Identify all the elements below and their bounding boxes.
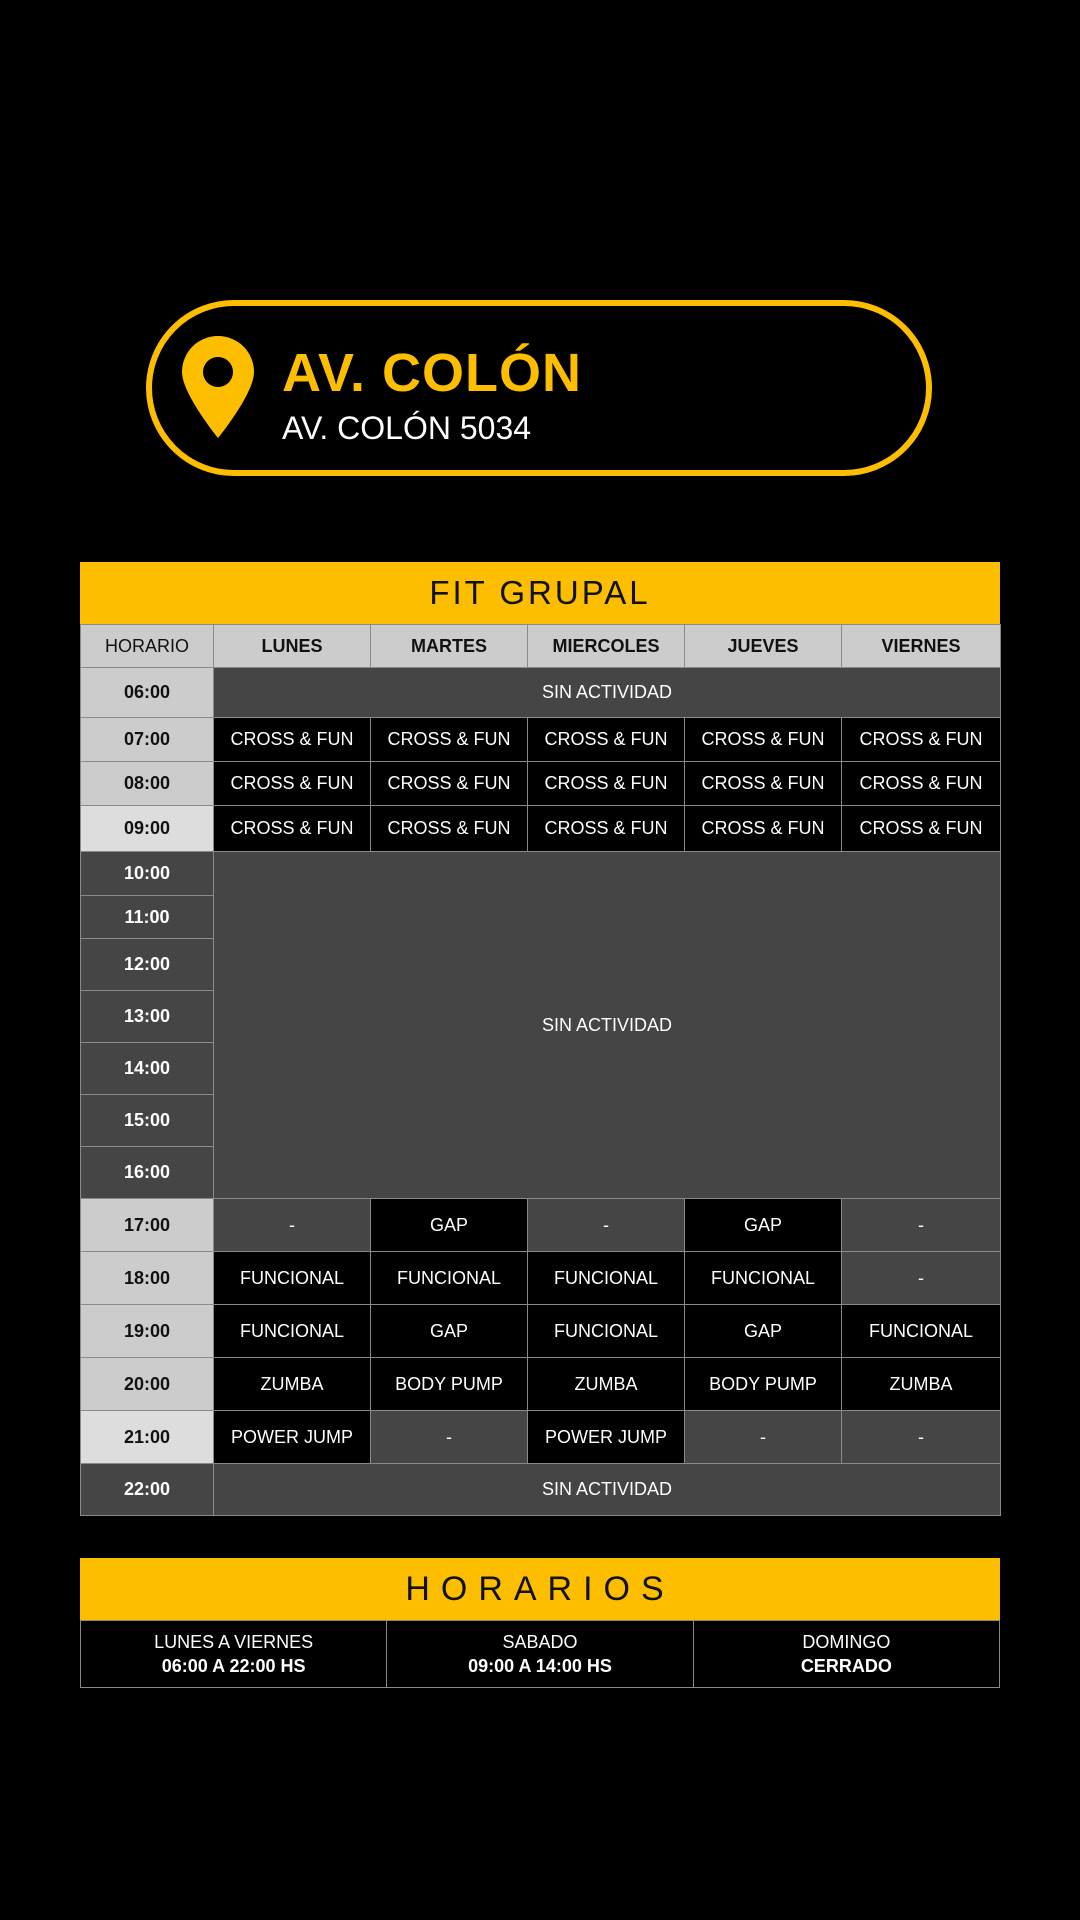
- time-cell: 11:00: [81, 896, 214, 939]
- class-schedule: [80, 562, 1000, 1516]
- class-cell: CROSS & FUN: [371, 718, 528, 762]
- class-cell: FUNCIONAL: [214, 1252, 371, 1305]
- class-cell: -: [371, 1411, 528, 1464]
- time-cell: 12:00: [81, 939, 214, 991]
- hours-days: DOMINGO: [802, 1631, 891, 1652]
- header-jueves: JUEVES: [685, 625, 842, 668]
- class-cell: -: [685, 1411, 842, 1464]
- no-activity-cell: SIN ACTIVIDAD: [214, 852, 1001, 1199]
- location-card: [146, 300, 932, 476]
- class-cell: ZUMBA: [528, 1358, 685, 1411]
- class-cell: BODY PUMP: [685, 1358, 842, 1411]
- class-cell: POWER JUMP: [214, 1411, 371, 1464]
- class-cell: FUNCIONAL: [371, 1252, 528, 1305]
- class-cell: POWER JUMP: [528, 1411, 685, 1464]
- map-pin-icon: [182, 336, 254, 438]
- class-cell: CROSS & FUN: [371, 762, 528, 806]
- location-address: AV. COLÓN 5034: [282, 410, 532, 446]
- class-cell: -: [528, 1199, 685, 1252]
- schedule-title: FIT GRUPAL: [80, 562, 1000, 624]
- time-cell: 10:00: [81, 852, 214, 896]
- class-cell: CROSS & FUN: [214, 718, 371, 762]
- class-cell: FUNCIONAL: [528, 1252, 685, 1305]
- no-activity-cell: SIN ACTIVIDAD: [214, 1464, 1001, 1516]
- class-cell: CROSS & FUN: [528, 762, 685, 806]
- header-lunes: LUNES: [214, 625, 371, 668]
- class-cell: -: [842, 1411, 1001, 1464]
- time-cell: 22:00: [81, 1464, 214, 1516]
- class-cell: GAP: [685, 1199, 842, 1252]
- time-cell: 13:00: [81, 991, 214, 1043]
- no-activity-cell: SIN ACTIVIDAD: [214, 668, 1001, 718]
- class-cell: GAP: [371, 1305, 528, 1358]
- table-row: [81, 1411, 1001, 1464]
- class-cell: FUNCIONAL: [214, 1305, 371, 1358]
- schedule-header-row: [81, 625, 1001, 668]
- hours-title: HORARIOS: [80, 1558, 1000, 1620]
- class-cell: CROSS & FUN: [842, 806, 1001, 852]
- hours-table: [80, 1620, 1000, 1688]
- class-cell: CROSS & FUN: [842, 718, 1001, 762]
- table-row: [81, 1464, 1001, 1516]
- class-cell: CROSS & FUN: [685, 806, 842, 852]
- class-cell: GAP: [685, 1305, 842, 1358]
- class-cell: FUNCIONAL: [685, 1252, 842, 1305]
- time-cell: 21:00: [81, 1411, 214, 1464]
- table-row: [81, 718, 1001, 762]
- hours-item: [387, 1621, 693, 1688]
- opening-hours: [80, 1558, 1000, 1688]
- class-cell: CROSS & FUN: [842, 762, 1001, 806]
- header-martes: MARTES: [371, 625, 528, 668]
- class-cell: -: [842, 1199, 1001, 1252]
- hours-value: 09:00 A 14:00 HS: [468, 1655, 612, 1676]
- location-name: AV. COLÓN: [282, 343, 583, 403]
- hours-days: LUNES A VIERNES: [154, 1631, 314, 1652]
- time-cell: 08:00: [81, 762, 214, 806]
- time-cell: 17:00: [81, 1199, 214, 1252]
- class-cell: BODY PUMP: [371, 1358, 528, 1411]
- class-cell: CROSS & FUN: [214, 762, 371, 806]
- class-cell: -: [842, 1252, 1001, 1305]
- table-row: [81, 1305, 1001, 1358]
- hours-item: [693, 1621, 999, 1688]
- time-cell: 18:00: [81, 1252, 214, 1305]
- class-cell: CROSS & FUN: [528, 718, 685, 762]
- class-cell: FUNCIONAL: [528, 1305, 685, 1358]
- table-row: [81, 668, 1001, 718]
- time-cell: 07:00: [81, 718, 214, 762]
- table-row: [81, 1252, 1001, 1305]
- class-cell: ZUMBA: [214, 1358, 371, 1411]
- class-cell: -: [214, 1199, 371, 1252]
- header-viernes: VIERNES: [842, 625, 1001, 668]
- hours-days: SABADO: [502, 1631, 578, 1652]
- hours-item: [81, 1621, 387, 1688]
- class-cell: CROSS & FUN: [528, 806, 685, 852]
- class-cell: GAP: [371, 1199, 528, 1252]
- table-row: [81, 806, 1001, 852]
- time-cell: 09:00: [81, 806, 214, 852]
- class-cell: ZUMBA: [842, 1358, 1001, 1411]
- hours-value: 06:00 A 22:00 HS: [161, 1655, 306, 1676]
- table-row: [81, 1199, 1001, 1252]
- hours-row: [81, 1621, 1000, 1688]
- header-horario: HORARIO: [81, 625, 214, 668]
- time-cell: 14:00: [81, 1043, 214, 1095]
- time-cell: 06:00: [81, 668, 214, 718]
- class-cell: CROSS & FUN: [685, 718, 842, 762]
- time-cell: 20:00: [81, 1358, 214, 1411]
- hours-value: CERRADO: [800, 1655, 892, 1676]
- time-cell: 16:00: [81, 1147, 214, 1199]
- table-row: [81, 852, 1001, 896]
- table-row: [81, 1358, 1001, 1411]
- time-cell: 19:00: [81, 1305, 214, 1358]
- class-cell: CROSS & FUN: [685, 762, 842, 806]
- class-cell: CROSS & FUN: [214, 806, 371, 852]
- schedule-table: [80, 624, 1001, 1516]
- table-row: [81, 762, 1001, 806]
- time-cell: 15:00: [81, 1095, 214, 1147]
- header-miercoles: MIERCOLES: [528, 625, 685, 668]
- class-cell: FUNCIONAL: [842, 1305, 1001, 1358]
- class-cell: CROSS & FUN: [371, 806, 528, 852]
